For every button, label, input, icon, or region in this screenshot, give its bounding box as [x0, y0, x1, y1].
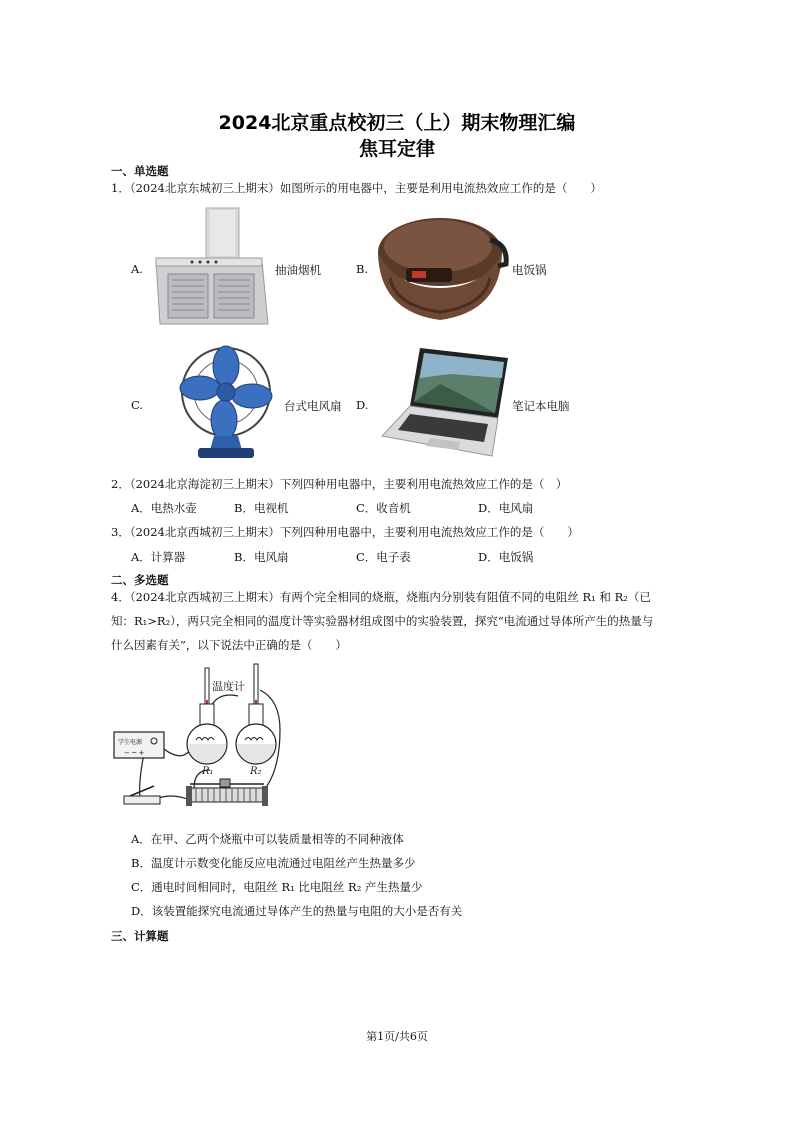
page-number: 第1页/共6页	[366, 1030, 428, 1043]
option-b-letter[interactable]: B.	[356, 262, 369, 276]
q4-option-a[interactable]: A．在甲、乙两个烧瓶中可以装质量相等的不同种液体	[131, 832, 404, 846]
q4-option-b[interactable]: B．温度计示数变化能反应电流通过电阻丝产生热量多少	[131, 856, 416, 870]
laptop-icon	[380, 344, 512, 460]
section-heading-calc: 三、计算题	[111, 929, 169, 943]
option-d-label: 笔记本电脑	[512, 399, 570, 413]
question-2-text: 2．（2024北京海淀初三上期末）下列四种用电器中，主要利用电流热效应工作的是（ ）	[111, 477, 568, 491]
question-3-text: 3．（2024北京西城初三上期末）下列四种用电器中，主要利用电流热效应工作的是（ ）	[111, 525, 579, 539]
section-heading-single: 一、单选题	[111, 164, 169, 178]
rice-cooker-icon	[372, 208, 510, 330]
desk-fan-icon	[170, 344, 280, 462]
range-hood-icon	[152, 206, 270, 328]
thermometer-label: 温度计	[212, 680, 245, 693]
q4-option-c[interactable]: C．通电时间相同时，电阻丝 R₁ 比电阻丝 R₂ 产生热量少	[131, 880, 423, 894]
q3-option-c[interactable]: C．电子表	[356, 550, 411, 564]
option-b-label: 电饭锅	[512, 263, 547, 277]
question-4-line-3: 什么因素有关”，以下说法中正确的是（ ）	[111, 638, 347, 652]
q3-option-a[interactable]: A．计算器	[131, 550, 186, 564]
section-heading-multi: 二、多选题	[111, 573, 169, 587]
page-title: 2024北京重点校初三（上）期末物理汇编	[218, 112, 576, 134]
experiment-apparatus-diagram	[110, 660, 296, 820]
question-1-text: 1．（2024北京东城初三上期末）如图所示的用电器中，主要是利用电流热效应工作的是（ ）	[111, 181, 602, 195]
option-a-label: 抽油烟机	[275, 263, 321, 277]
power-supply-label: 学生电源	[118, 739, 143, 746]
option-a-letter[interactable]: A.	[131, 262, 143, 276]
q2-option-b[interactable]: B．电视机	[234, 501, 289, 515]
resistor-r2-label: R₂	[250, 766, 262, 777]
q2-option-d[interactable]: D．电风扇	[478, 501, 534, 515]
q3-option-b[interactable]: B．电风扇	[234, 550, 289, 564]
page-subtitle: 焦耳定律	[358, 138, 435, 160]
option-c-letter[interactable]: C.	[131, 398, 144, 412]
question-4-line-1: 4．（2024北京西城初三上期末）有两个完全相同的烧瓶，烧瓶内分别装有阻值不同的电阻丝 R₁ 和 R₂（已	[111, 590, 651, 604]
power-supply-terminals: − ─ +	[124, 749, 145, 757]
option-d-letter[interactable]: D.	[356, 398, 369, 412]
q2-option-a[interactable]: A．电热水壶	[131, 501, 197, 515]
resistor-r1-label: R₁	[202, 766, 214, 777]
option-c-label: 台式电风扇	[284, 399, 342, 413]
question-4-line-2: 知：R₁>R₂），两只完全相同的温度计等实验器材组成图中的实验装置，探究“电流通过导体所产生的热量与	[111, 614, 654, 628]
q3-option-d[interactable]: D．电饭锅	[478, 550, 534, 564]
q2-option-c[interactable]: C．收音机	[356, 501, 411, 515]
q4-option-d[interactable]: D．该装置能探究电流通过导体产生的热量与电阻的大小是否有关	[131, 904, 463, 918]
